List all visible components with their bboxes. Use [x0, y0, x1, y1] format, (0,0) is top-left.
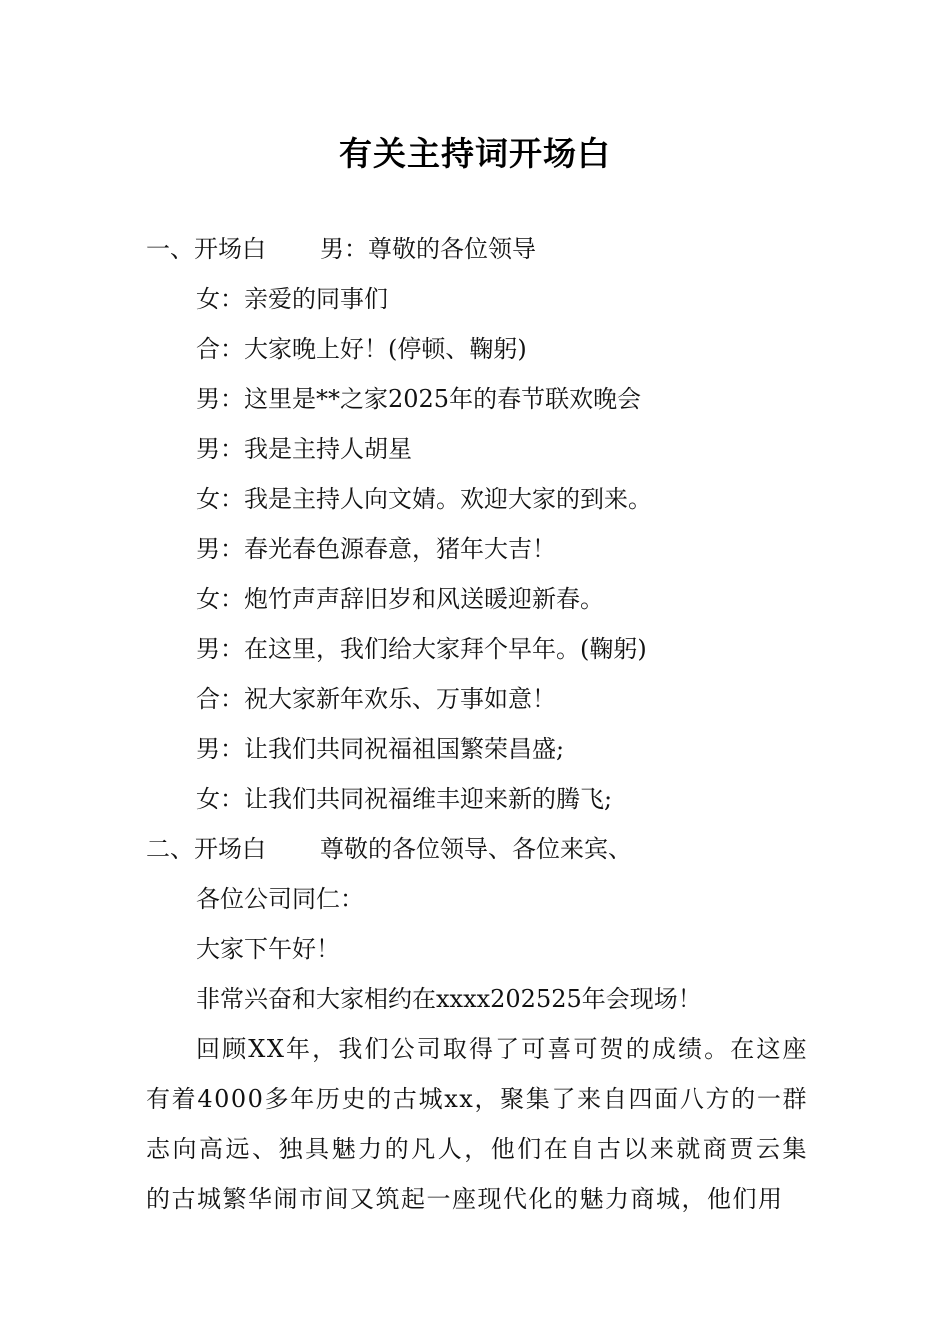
- dialogue-line: 合：大家晚上好！(停顿、鞠躬): [196, 335, 527, 363]
- speech-line: 大家下午好！: [196, 935, 340, 963]
- dialogue-line: 男：在这里，我们给大家拜个早年。(鞠躬): [196, 635, 647, 663]
- section2-first-line: 尊敬的各位领导、各位来宾、: [320, 835, 632, 863]
- dialogue-line: 男：让我们共同祝福祖国繁荣昌盛;: [196, 735, 565, 763]
- dialogue-line: 女：亲爱的同事们: [196, 285, 388, 313]
- section1-heading-line: [146, 224, 808, 274]
- dialogue-line: 男：我是主持人胡星: [196, 435, 412, 463]
- section1-heading: 一、开场白: [146, 235, 266, 263]
- section2-heading: 二、开场白: [146, 835, 266, 863]
- dialogue-line: 女：炮竹声声辞旧岁和风送暖迎新春。: [196, 585, 604, 613]
- dialogue-line: 男：这里是**之家2025年的春节联欢晚会: [196, 385, 642, 413]
- section1-first-line: 男：尊敬的各位领导: [320, 235, 536, 263]
- document-title: 有关主持词开场白: [339, 134, 611, 173]
- dialogue-line: 男：春光春色源春意，猪年大吉！: [196, 535, 556, 563]
- dialogue-line: 合：祝大家新年欢乐、万事如意！: [196, 685, 556, 713]
- speech-paragraph: 回顾XX年，我们公司取得了可喜可贺的成绩。在这座有着4000多年历史的古城xx，聚集了来自四面八方的一群志向高远、独具魅力的凡人，他们在自古以来就商贾云集的古城繁华闹市间又筑起一座现代化的魅力商城，他们用: [146, 1035, 808, 1213]
- document-body: [146, 224, 808, 1224]
- dialogue-line: 女：让我们共同祝福维丰迎来新的腾飞;: [196, 785, 613, 813]
- speech-line: 各位公司同仁：: [196, 885, 364, 913]
- dialogue-line: 女：我是主持人向文婧。欢迎大家的到来。: [196, 485, 652, 513]
- speech-line: 非常兴奋和大家相约在xxxx202525年会现场！: [196, 985, 702, 1013]
- section2-heading-line: [146, 824, 808, 874]
